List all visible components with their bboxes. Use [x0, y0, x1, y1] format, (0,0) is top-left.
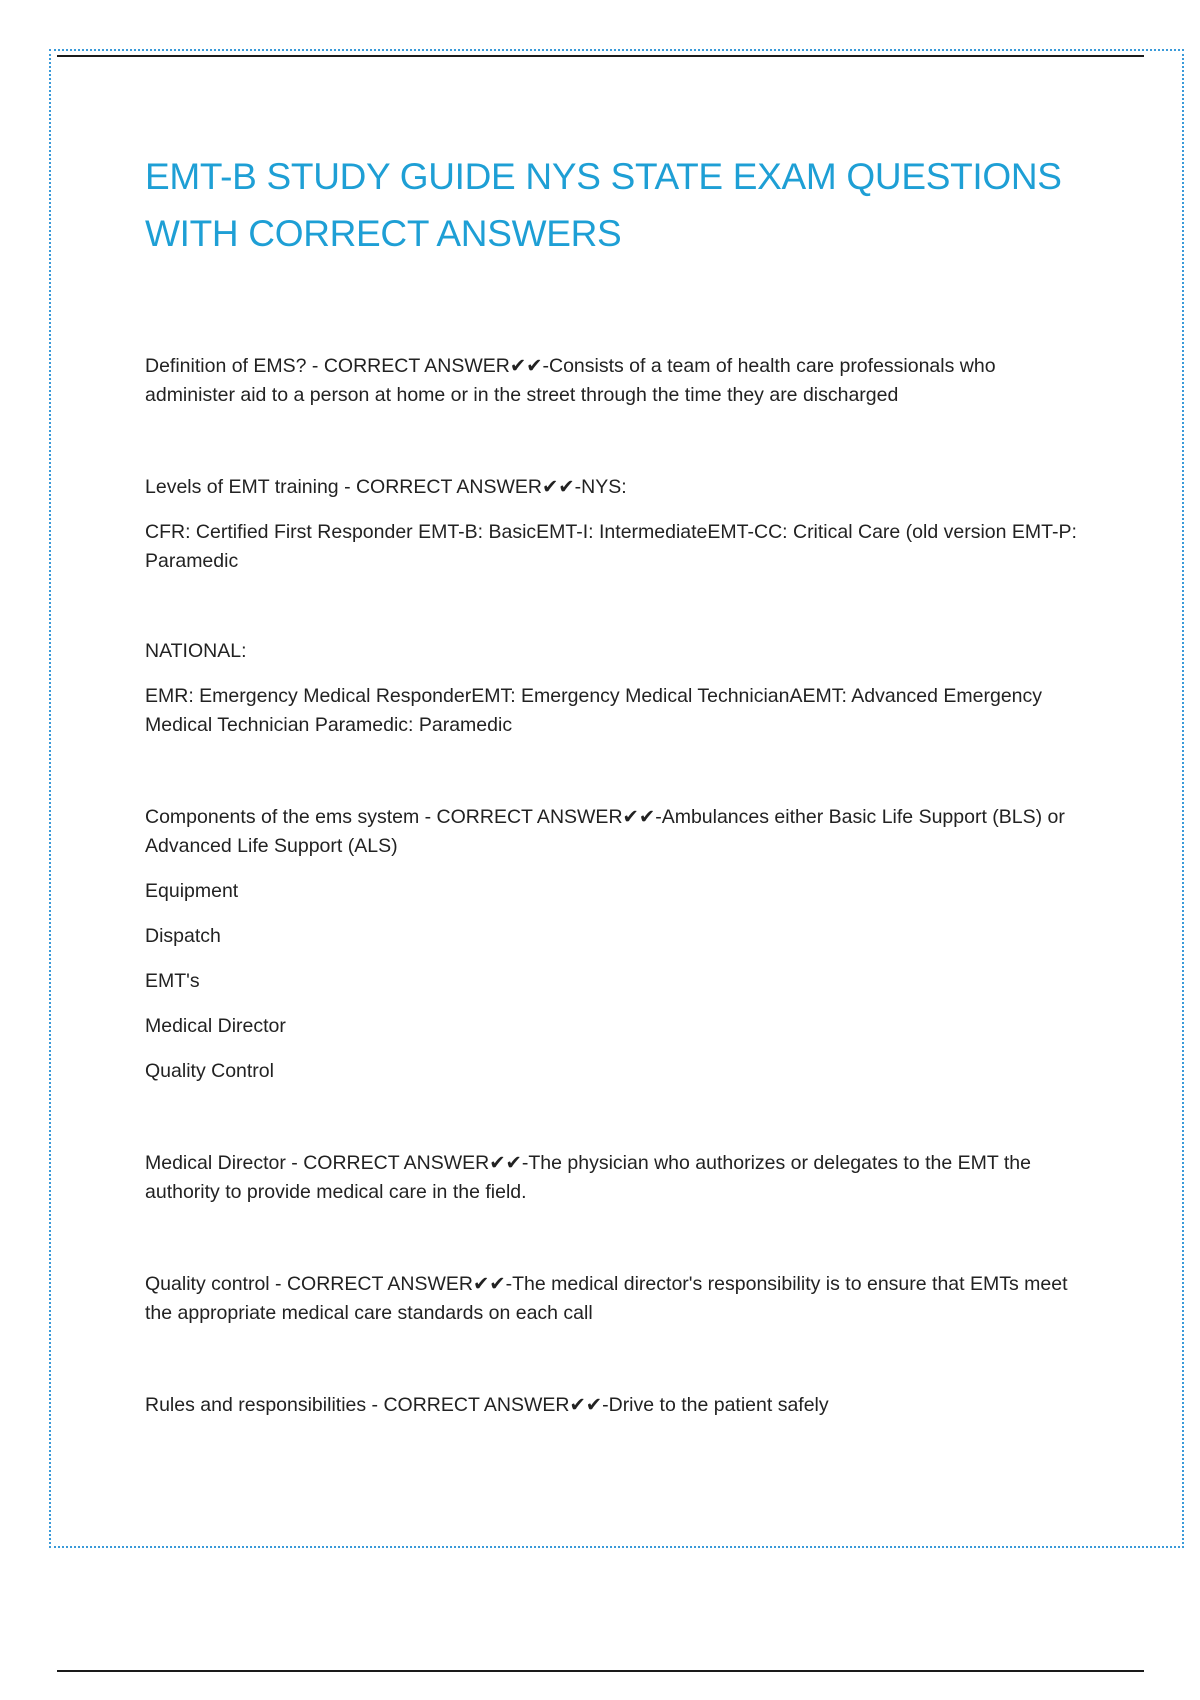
qa-medical-director [145, 1149, 1090, 1207]
component-list [145, 877, 1090, 1086]
qa-text: Quality control - CORRECT ANSWER✔✔-The medical director's responsibility is to ensure that EMTs meet the appropriate medical care standards on each call [145, 1273, 1068, 1324]
document-title: EMT-B STUDY GUIDE NYS STATE EXAM QUESTIONS WITH CORRECT ANSWERS [145, 156, 1062, 254]
qa-roles [145, 1391, 1090, 1420]
qa-question: Components of the ems system - CORRECT ANSWER✔✔-Ambulances either Basic Life Support (BLS) or Advanced Life Support (ALS) [145, 806, 1065, 857]
qa-text: Rules and responsibilities - CORRECT ANSWER✔✔-Drive to the patient safely [145, 1394, 829, 1416]
qa-ems-definition [145, 352, 1090, 410]
list-item: Dispatch [145, 925, 221, 947]
national-heading: NATIONAL: [145, 640, 247, 662]
list-item: Medical Director [145, 1015, 286, 1037]
qa-question: Levels of EMT training - CORRECT ANSWER✔✔-NYS: [145, 476, 627, 498]
footer-rule [57, 1670, 1144, 1672]
qa-ems-components [145, 803, 1090, 1086]
qa-emt-levels [145, 473, 1090, 740]
qa-quality-control [145, 1270, 1090, 1328]
nys-levels: CFR: Certified First Responder EMT-B: BasicEMT-I: IntermediateEMT-CC: Critical Care (old version EMT-P: Paramedic [145, 521, 1077, 572]
spacer-line [145, 592, 1090, 621]
list-item: EMT's [145, 970, 200, 992]
qa-text: Definition of EMS? - CORRECT ANSWER✔✔-Consists of a team of health care professionals who administer aid to a person at home or in the street through the time they are discharged [145, 355, 996, 406]
list-item: Quality Control [145, 1060, 274, 1082]
qa-text: Medical Director - CORRECT ANSWER✔✔-The physician who authorizes or delegates to the EMT the authority to provide medical care in the field. [145, 1152, 1031, 1203]
national-levels: EMR: Emergency Medical ResponderEMT: Emergency Medical TechnicianAEMT: Advanced Emergency Medical Technician Paramedic: Paramedic [145, 685, 1043, 736]
list-item: Equipment [145, 880, 239, 902]
header-rule [57, 55, 1144, 57]
document-body [145, 352, 1090, 1436]
